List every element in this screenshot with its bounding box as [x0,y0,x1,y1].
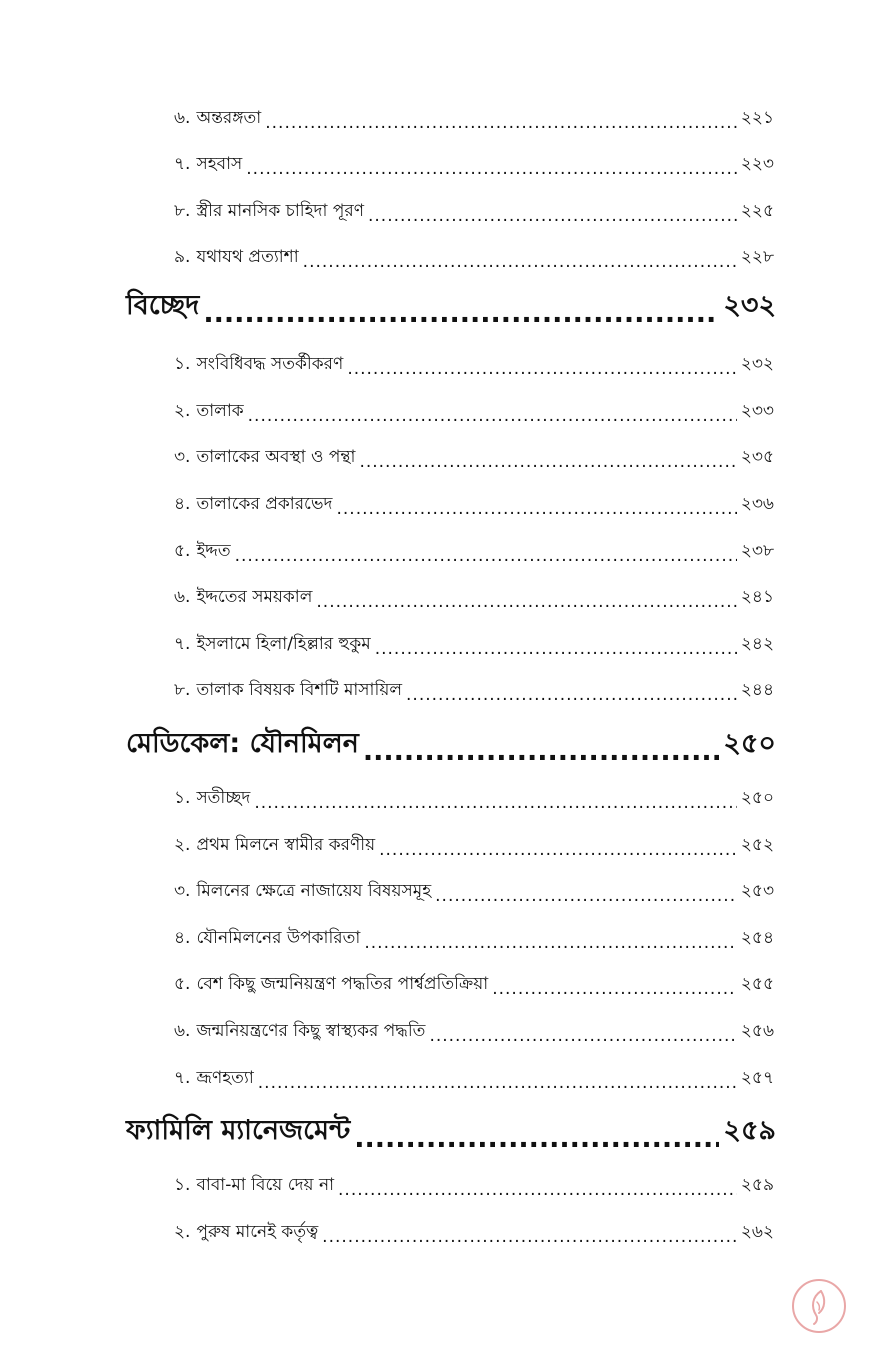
toc-item [174,783,774,813]
toc-item-title: সংবিধিবদ্ধ সতর্কীকরণ [196,354,344,374]
dot-leader [379,840,737,860]
toc-item-page: ২২৩ [740,154,774,174]
dot-leader [368,206,737,226]
toc-item-page: ২৩২ [740,354,774,374]
toc-item [174,629,774,659]
toc-item-number: ৮. [174,680,191,700]
toc-item-number: ৩. [174,881,191,901]
toc-item-number: ৭. [174,154,191,174]
dot-leader [254,793,737,813]
section-page: ২৫৯ [723,1115,776,1146]
toc-item-title: যথাযথ প্রত্যাশা [196,247,299,267]
toc-item-title: স্ত্রীর মানসিক চাহিদা পূরণ [196,201,364,221]
toc-item-page: ২৪৪ [740,680,774,700]
dot-leader [375,639,737,659]
toc-item-title: যৌনমিলনের উপকারিতা [196,928,361,948]
toc-item [174,582,774,612]
toc-item-page: ২৫৫ [740,974,774,994]
toc-item-number: ৩. [174,447,191,467]
toc-item-title: জন্মনিয়ন্ত্রণের কিছু স্বাস্থ্যকর পদ্ধতি [196,1021,426,1041]
dot-leader [363,736,719,768]
toc-item-page: ২৫৪ [740,928,774,948]
toc-item-title: বেশ কিছু জন্মনিয়ন্ত্রণ পদ্ধতির পার্শ্বপ্রতিক্রিয়া [196,974,489,994]
dot-leader [359,452,736,472]
dot-leader [316,592,736,612]
section-title: ফ্যামিলি ম্যানেজমেন্ট [126,1115,351,1146]
dot-leader [338,1180,737,1200]
toc-item [174,396,774,426]
toc-item-title: বাবা-মা বিয়ে দেয় না [196,1175,335,1195]
toc-item [174,489,774,519]
toc-item-page: ২৫২ [740,835,774,855]
toc-item-page: ২৪২ [740,634,774,654]
section-page: ২৩২ [723,290,776,321]
toc-item-title: সহবাস [196,154,243,174]
dot-leader [246,159,737,179]
toc-item-title: তালাকের প্রকারভেদ [196,494,333,514]
toc-item-page: ২৩৮ [740,541,774,561]
section-title: বিচ্ছেদ [126,290,200,321]
toc-item-number: ১. [174,354,191,374]
toc-item-page: ২২১ [740,108,774,128]
toc-item [174,1016,774,1046]
toc-item-number: ৮. [174,201,191,221]
toc-item-number: ৬. [174,587,191,607]
dot-leader [265,113,737,133]
dot-leader [322,1227,737,1247]
toc-item-title: তালাক বিষয়ক বিশটি মাসায়িল [196,680,403,700]
toc-item-number: ১. [174,788,191,808]
toc-item [174,536,774,566]
toc-item [174,830,774,860]
dot-leader [347,359,737,379]
toc-item [174,349,774,379]
toc-item-page: ২৪১ [740,587,774,607]
toc-item-number: ৬. [174,108,191,128]
toc-item-page: ২৩৫ [740,447,774,467]
toc-item-title: ইদ্দত [196,541,231,561]
toc-item [174,675,774,705]
toc-item-page: ২২৮ [740,247,774,267]
toc-item-title: পুরুষ মানেই কর্তৃত্ব [196,1222,319,1242]
toc-item-title: তালাক [196,401,244,421]
toc-item-page: ২৫৭ [740,1068,774,1088]
toc-item-number: ৭. [174,1068,191,1088]
toc-item-page: ২৫৬ [740,1021,774,1041]
toc-item-page: ২৩৬ [740,494,774,514]
toc-item-title: তালাকের অবস্থা ও পন্থা [196,447,356,467]
toc-item-title: সতীচ্ছদ [196,788,251,808]
toc-section-heading [126,1113,776,1155]
toc-item-number: ৫. [174,974,191,994]
toc-item-number: ২. [174,401,191,421]
dot-leader [354,1123,719,1155]
dot-leader [248,406,737,426]
toc-item [174,442,774,472]
toc-item-number: ৪. [174,494,191,514]
toc-item-number: ৪. [174,928,191,948]
toc-item [174,876,774,906]
dot-leader [435,886,737,906]
toc-item [174,1063,774,1093]
dot-leader [303,252,737,272]
toc-item [174,969,774,999]
toc-item-title: ইদ্দতের সময়কাল [196,587,313,607]
toc-item-title: মিলনের ক্ষেত্রে নাজায়েয বিষয়সমূহ [196,881,432,901]
toc-item [174,103,774,133]
quill-seal-icon [790,1277,848,1335]
toc-item-page: ২৫০ [740,788,774,808]
toc-item [174,149,774,179]
section-title: মেডিকেল: যৌনমিলন [126,728,359,759]
section-page: ২৫০ [723,728,776,759]
toc-item-page: ২৫৩ [740,881,774,901]
toc-item-title: অন্তরঙ্গতা [196,108,262,128]
toc-item-title: ইসলামে হিলা/হিল্লার হুকুম [196,634,371,654]
toc-section-heading [126,288,776,330]
toc-item-number: ১. [174,1175,191,1195]
dot-leader [235,546,737,566]
toc-item-number: ৯. [174,247,191,267]
toc-item-page: ২৫৯ [740,1175,774,1195]
toc-item-number: ৬. [174,1021,191,1041]
toc-section-heading [126,726,776,768]
toc-item [174,1217,774,1247]
dot-leader [364,933,737,953]
toc-item-title: প্রথম মিলনে স্বামীর করণীয় [196,835,376,855]
toc-item-number: ২. [174,1222,191,1242]
dot-leader [203,298,719,330]
toc-item [174,196,774,226]
toc-item-number: ২. [174,835,191,855]
toc-item-title: ভ্রূণহত্যা [196,1068,254,1088]
toc-item-page: ২৩৩ [740,401,774,421]
toc-item-page: ২৬২ [740,1222,774,1242]
dot-leader [429,1026,736,1046]
toc-item-number: ৫. [174,541,191,561]
toc-item [174,923,774,953]
toc-item-page: ২২৫ [740,201,774,221]
dot-leader [258,1073,737,1093]
dot-leader [492,979,737,999]
dot-leader [406,685,737,705]
dot-leader [337,499,737,519]
toc-item [174,242,774,272]
toc-item-number: ৭. [174,634,191,654]
toc-item [174,1170,774,1200]
